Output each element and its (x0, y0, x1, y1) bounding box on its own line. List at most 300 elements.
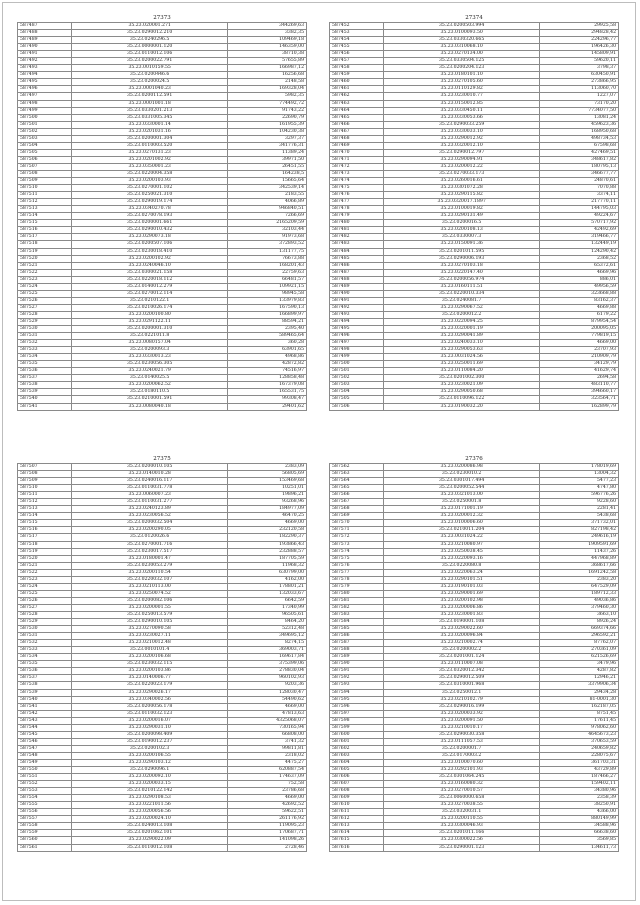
code-cell: 35.23.0200446.6 (72, 72, 228, 79)
code-cell: 35.23.0290010.432 (72, 227, 228, 234)
table-row (18, 389, 307, 396)
table-row (18, 192, 307, 199)
amount-cell: 145809,91 (540, 51, 619, 58)
code-cell: 35.23.0300022.56 (384, 837, 540, 844)
code-cell: 35.23.0290016.199 (384, 703, 540, 710)
record-id-cell: 587588 (330, 647, 384, 654)
amount-cell: 620887,54 (228, 767, 307, 774)
record-id-cell: 587485 (330, 255, 384, 262)
table-row (18, 844, 307, 851)
amount-cell: 232888,57 (228, 548, 307, 555)
record-id-cell: 587471 (330, 156, 384, 163)
table-row (330, 738, 619, 745)
amount-cell: 6179,22 (540, 311, 619, 318)
amount-cell: 2383,20 (540, 576, 619, 583)
record-id-cell: 587561 (18, 844, 72, 851)
table-row (18, 403, 307, 410)
table-row (330, 227, 619, 234)
amount-cell: 217770,11 (540, 199, 619, 206)
table-row (18, 290, 307, 297)
code-cell: 35.23.0240081.7 (384, 297, 540, 304)
code-cell: 35.23.0190032.20 (384, 403, 540, 410)
amount-cell: 2281,41 (540, 506, 619, 513)
code-cell: 35.23.0200082.106 (72, 597, 228, 604)
record-id-cell: 587566 (330, 492, 384, 499)
code-cell: 35.23.0200022.791 (72, 58, 228, 65)
record-id-cell: 587490 (18, 44, 72, 51)
amount-cell: 5982,35 (228, 93, 307, 100)
code-cell: 35.23.0220063.24 (384, 569, 540, 576)
table-row (18, 318, 307, 325)
table-row (330, 368, 619, 375)
table-row (18, 58, 307, 65)
record-id-cell: 587456 (330, 51, 384, 58)
table-row (330, 149, 619, 156)
table-row (18, 795, 307, 802)
code-cell: 35.23.0220093.16 (384, 555, 540, 562)
code-cell: 35.23.0080040.18 (72, 403, 228, 410)
table-row (18, 654, 307, 661)
amount-cell: 348617,82 (540, 156, 619, 163)
record-id-cell: 587507 (18, 464, 72, 471)
code-cell: 35.23.0270012.114 (72, 290, 228, 297)
record-id-cell: 587454 (330, 37, 384, 44)
table-row (18, 520, 307, 527)
code-cell: 35.23.0290067.52 (384, 304, 540, 311)
record-id-cell: 587526 (18, 297, 72, 304)
code-cell: 35.23.0290073.18 (72, 234, 228, 241)
code-cell: 35.23.0290108.53 (72, 795, 228, 802)
code-cell: 35.23.0250001.8 (384, 499, 540, 506)
record-id-cell: 587590 (330, 661, 384, 668)
code-cell: 35.23.0001001.18 (72, 100, 228, 107)
record-id-cell: 587519 (18, 548, 72, 555)
table-row (18, 647, 307, 654)
record-id-cell: 587489 (18, 37, 72, 44)
record-id-cell: 587600 (330, 731, 384, 738)
table-row (330, 731, 619, 738)
table-row (18, 79, 307, 86)
code-cell: 35.23.0270078.193 (72, 213, 228, 220)
amount-cell: 621526,69 (540, 654, 619, 661)
record-id-cell: 587556 (18, 809, 72, 816)
record-id-cell: 587538 (18, 382, 72, 389)
amount-cell: 109921,15 (228, 283, 307, 290)
amount-cell: 23707,93 (540, 347, 619, 354)
code-cell: 35.23.0290010.105 (72, 619, 228, 626)
code-cell: 35.23.0110129.82 (384, 86, 540, 93)
table-row (330, 72, 619, 79)
record-id-cell: 587562 (330, 464, 384, 471)
code-cell: 35.23.0221011.56 (72, 802, 228, 809)
code-cell: 35.23.0100019.82 (384, 206, 540, 213)
record-id-cell: 587611 (330, 809, 384, 816)
code-cell: 35.23.0200112.591 (72, 93, 228, 100)
table-row (330, 837, 619, 844)
ledger-table (17, 463, 307, 852)
table-row (18, 396, 307, 403)
code-cell: 35.23.0230032.115 (72, 661, 228, 668)
code-cell: 35.23.0210011.204 (384, 527, 540, 534)
amount-cell: 193866,43 (228, 541, 307, 548)
table-row (330, 340, 619, 347)
record-id-cell: 587557 (18, 816, 72, 823)
table-row (330, 527, 619, 534)
record-id-cell: 587573 (330, 541, 384, 548)
record-id-cell: 587614 (330, 830, 384, 837)
table-row (330, 389, 619, 396)
table-row (330, 767, 619, 774)
code-cell: 35.23.0220004.358 (72, 170, 228, 177)
amount-cell: 7734077,50 (540, 107, 619, 114)
amount-cell: 22759,63 (228, 269, 307, 276)
table-row (330, 830, 619, 837)
table-row (18, 276, 307, 283)
record-id-cell: 587606 (330, 774, 384, 781)
amount-cell: 56805,69 (228, 471, 307, 478)
table-row (18, 311, 307, 318)
amount-cell: 162187,05 (540, 703, 619, 710)
code-cell: 35.23.0330320.665 (384, 37, 540, 44)
amount-cell: 132033,67 (228, 590, 307, 597)
table-row (330, 675, 619, 682)
amount-cell: 827198,42 (540, 527, 619, 534)
code-cell: 35.23.0200024.10 (72, 816, 228, 823)
table-row (18, 304, 307, 311)
code-cell: 35.23.0290022.60 (384, 626, 540, 633)
record-id-cell: 587498 (18, 100, 72, 107)
record-id-cell: 587520 (18, 555, 72, 562)
amount-cell: 459623,36 (540, 121, 619, 128)
code-cell: 35.23.0290012.92 (384, 135, 540, 142)
record-id-cell: 587459 (330, 72, 384, 79)
record-id-cell: 587499 (330, 354, 384, 361)
record-id-cell: 587500 (330, 361, 384, 368)
amount-cell: 26451,55 (228, 163, 307, 170)
record-id-cell: 587574 (330, 548, 384, 555)
record-id-cell: 587564 (330, 478, 384, 485)
page-title: 27373 (153, 15, 171, 21)
table-row (18, 506, 307, 513)
page-title: 27375 (153, 456, 171, 462)
code-cell: 35.23.0200033.15 (72, 781, 228, 788)
table-row (330, 241, 619, 248)
record-id-cell: 587536 (18, 368, 72, 375)
record-id-cell: 587497 (18, 93, 72, 100)
table-row (18, 781, 307, 788)
record-id-cell: 587462 (330, 93, 384, 100)
code-cell: 35.23.0201062.101 (72, 830, 228, 837)
amount-cell: 13081,24 (540, 114, 619, 121)
record-id-cell: 587460 (330, 79, 384, 86)
code-cell: 35.23.0160080.32 (384, 781, 540, 788)
amount-cell: 29434,28 (540, 689, 619, 696)
table-row (18, 710, 307, 717)
record-id-cell: 587466 (330, 121, 384, 128)
table-row (330, 23, 619, 30)
code-cell: 35.23.0110031.277 (72, 499, 228, 506)
record-id-cell: 587504 (330, 389, 384, 396)
record-id-cell: 587534 (18, 354, 72, 361)
code-cell: 35.23.0301072.28 (384, 185, 540, 192)
amount-cell: 730165,94 (228, 724, 307, 731)
table-row (330, 65, 619, 72)
record-id-cell: 587550 (18, 767, 72, 774)
code-cell: 35.23.0200098.409 (72, 731, 228, 738)
amount-cell: 57655,89 (228, 58, 307, 65)
table-row (330, 234, 619, 241)
code-cell: 35.23.0201031.16 (72, 128, 228, 135)
code-cell: 35.23.0270010.57 (384, 788, 540, 795)
table-row (330, 318, 619, 325)
record-id-cell: 587478 (330, 206, 384, 213)
amount-cell: 17340,99 (228, 604, 307, 611)
record-id-cell: 587521 (18, 562, 72, 569)
record-id-cell: 587528 (18, 611, 72, 618)
record-id-cell: 587528 (18, 311, 72, 318)
code-cell: 35.23.0200102.98 (384, 597, 540, 604)
amount-cell: 168201,43 (228, 262, 307, 269)
code-cell: 35.23.0200086.98 (384, 464, 540, 471)
table-row (18, 44, 307, 51)
amount-cell: 960102,93 (228, 675, 307, 682)
code-cell: 35.23.0110084.20 (384, 368, 540, 375)
table-row (330, 541, 619, 548)
code-cell: 35.23.0250021.310 (72, 192, 228, 199)
code-cell: 35.23.0200110.54 (72, 569, 228, 576)
amount-cell: 131177,75 (228, 248, 307, 255)
table-row (330, 499, 619, 506)
amount-cell: 4162,00 (228, 576, 307, 583)
code-cell: 35.23.0200507.106 (72, 241, 228, 248)
code-cell: 35.23.0200033.92 (384, 710, 540, 717)
record-id-cell: 587530 (18, 626, 72, 633)
record-id-cell: 587535 (18, 661, 72, 668)
amount-cell: 168950,68 (540, 128, 619, 135)
record-id-cell: 587539 (18, 389, 72, 396)
record-id-cell: 587515 (18, 520, 72, 527)
code-cell: 35.23.0200024.5 (72, 79, 228, 86)
record-id-cell: 587474 (330, 178, 384, 185)
amount-cell: 447968,89 (540, 555, 619, 562)
code-cell: 35.23.0350001.23 (72, 163, 228, 170)
code-cell: 35.23.0250012.1 (384, 689, 540, 696)
amount-cell: 42872,82 (228, 361, 307, 368)
code-cell: 35.23.0270001.102 (72, 185, 228, 192)
code-cell: 35.23.0200110.55 (384, 816, 540, 823)
record-id-cell: 587534 (18, 654, 72, 661)
code-cell: 35.23.0290101.51 (384, 576, 540, 583)
table-row (330, 569, 619, 576)
code-cell: 35.23.0230021.09 (384, 382, 540, 389)
code-cell: 35.23.0290050.68 (384, 389, 540, 396)
record-id-cell: 587579 (330, 583, 384, 590)
table-row (330, 661, 619, 668)
code-cell: 35.23.0200102.92 (72, 255, 228, 262)
code-cell: 35.23.0210012.48 (72, 640, 228, 647)
amount-cell: 144795,03 (540, 206, 619, 213)
table-row (18, 703, 307, 710)
amount-cell: 344269,63 (228, 23, 307, 30)
code-cell: 35.23.0230010.2 (384, 471, 540, 478)
code-cell: 35.23.0200001.55 (72, 604, 228, 611)
amount-cell: 596776,26 (540, 492, 619, 499)
table-row (330, 555, 619, 562)
table-row (330, 633, 619, 640)
code-cell: 35.23.0170003.2 (384, 752, 540, 759)
code-cell: 35.23.0140006.77 (72, 675, 228, 682)
code-cell: 35.23.020001.271 (72, 23, 228, 30)
record-id-cell: 587464 (330, 107, 384, 114)
record-id-cell: 587461 (330, 86, 384, 93)
code-cell: 35.23.0230027.11 (72, 633, 228, 640)
record-id-cell: 587581 (330, 597, 384, 604)
record-id-cell: 587587 (330, 640, 384, 647)
amount-cell: 240659,82 (540, 745, 619, 752)
table-row (330, 93, 619, 100)
code-cell: 35.23.0320012.342 (384, 668, 540, 675)
record-id-cell: 587503 (18, 135, 72, 142)
table-row (18, 640, 307, 647)
table-row (330, 520, 619, 527)
code-cell: 35.23.0290094.91 (384, 156, 540, 163)
amount-cell: 42692,52 (228, 802, 307, 809)
code-cell: 35.23.0270038.55 (384, 802, 540, 809)
table-row (330, 597, 619, 604)
table-row (18, 604, 307, 611)
code-cell: 35.23.0330033.10 (384, 128, 540, 135)
code-cell: 35.23.0260016.61 (384, 178, 540, 185)
code-cell: 35.23.0331005.345 (72, 114, 228, 121)
amount-cell: 2318,02 (228, 752, 307, 759)
table-row (18, 269, 307, 276)
record-id-cell: 587512 (18, 499, 72, 506)
code-cell: 35.23.0220032.107 (72, 576, 228, 583)
table-row (330, 44, 619, 51)
record-id-cell: 587525 (18, 290, 72, 297)
amount-cell: 224296,77 (540, 37, 619, 44)
amount-cell: 47813,63 (228, 710, 307, 717)
amount-cell: 630450,91 (540, 72, 619, 79)
table-row (330, 682, 619, 689)
record-id-cell: 587547 (18, 745, 72, 752)
table-row (18, 178, 307, 185)
code-cell: 35.23.0300021.158 (72, 269, 228, 276)
record-id-cell: 587513 (18, 206, 72, 213)
record-id-cell: 587565 (330, 485, 384, 492)
record-id-cell: 587510 (18, 485, 72, 492)
record-id-cell: 587488 (18, 30, 72, 37)
table-row (18, 347, 307, 354)
amount-cell: 2395,40 (228, 326, 307, 333)
record-id-cell: 587589 (330, 654, 384, 661)
amount-cell: 166899,97 (228, 311, 307, 318)
code-cell: 35.23.0140012.279 (72, 283, 228, 290)
code-cell: 35.23.0291122.11 (72, 318, 228, 325)
code-cell: 35.23.0340002.56 (72, 696, 228, 703)
record-id-cell: 587508 (18, 170, 72, 177)
code-cell: 35.23.0100093.50 (384, 30, 540, 37)
amount-cell: 1227,07 (540, 93, 619, 100)
code-cell: 35.23.0330504.125 (384, 58, 540, 65)
record-id-cell: 587608 (330, 788, 384, 795)
record-id-cell: 587540 (18, 696, 72, 703)
table-row (18, 382, 307, 389)
amount-cell: 9228,60 (540, 499, 619, 506)
code-cell: 35.23.0200062.52 (72, 382, 228, 389)
table-row (330, 485, 619, 492)
code-cell: 35.23.0060000.658 (384, 795, 540, 802)
record-id-cell: 587491 (330, 297, 384, 304)
code-cell: 35.23.0000001.120 (72, 44, 228, 51)
code-cell: 35.23.0031024.56 (384, 354, 540, 361)
page-title: 27376 (465, 456, 483, 462)
amount-cell: 24870,61 (540, 178, 619, 185)
code-cell: 35.23.0171001.19 (384, 506, 540, 513)
table-row (330, 163, 619, 170)
amount-cell: 647529,09 (540, 583, 619, 590)
record-id-cell: 587601 (330, 738, 384, 745)
table-row (18, 527, 307, 534)
amount-cell: 2165209,59 (228, 220, 307, 227)
record-id-cell: 587465 (330, 114, 384, 121)
table-row (330, 844, 619, 851)
table-row (18, 492, 307, 499)
record-id-cell: 587602 (330, 745, 384, 752)
table-row (330, 100, 619, 107)
record-id-cell: 587584 (330, 619, 384, 626)
code-cell: 35.23.0230017.517 (72, 548, 228, 555)
amount-cell: 946840,51 (228, 206, 307, 213)
table-row (330, 689, 619, 696)
table-row (18, 234, 307, 241)
code-cell: 35.23.0240123.89 (72, 506, 228, 513)
table-row (18, 830, 307, 837)
code-cell: 35.23.0180110.5 (72, 389, 228, 396)
amount-cell: 278830,04 (228, 668, 307, 675)
table-row (18, 555, 307, 562)
amount-cell: 4287,82 (540, 668, 619, 675)
amount-cell: 184977,09 (228, 506, 307, 513)
code-cell: 35.23.0200006.86 (384, 604, 540, 611)
record-id-cell: 587554 (18, 795, 72, 802)
code-cell: 35.23.0210102.79 (384, 696, 540, 703)
amount-cell: 65372,61 (540, 262, 619, 269)
amount-cell: 99308,47 (228, 396, 307, 403)
amount-cell: 11437,26 (540, 548, 619, 555)
table-row (18, 51, 307, 58)
code-cell: 35.23.0290115.82 (384, 192, 540, 199)
table-row (18, 759, 307, 766)
record-id-cell: 587516 (18, 227, 72, 234)
table-row (18, 368, 307, 375)
table-row (18, 156, 307, 163)
code-cell: 35.23.0290131.49 (384, 213, 540, 220)
code-cell: 35.23.0310001.968 (384, 682, 540, 689)
code-cell: 35.23.0210080.97 (384, 541, 540, 548)
record-id-cell: 587572 (330, 534, 384, 541)
record-id-cell: 587455 (330, 44, 384, 51)
table-row (330, 37, 619, 44)
amount-cell: 5438,68 (540, 513, 619, 520)
record-id-cell: 587514 (18, 513, 72, 520)
record-id-cell: 587607 (330, 781, 384, 788)
table-row (18, 668, 307, 675)
code-cell: 35.23.0301064.245 (384, 774, 540, 781)
code-cell: 35.23.0290001.123 (384, 844, 540, 851)
code-cell: 35.23.0200012.22 (384, 163, 540, 170)
table-row (330, 513, 619, 520)
